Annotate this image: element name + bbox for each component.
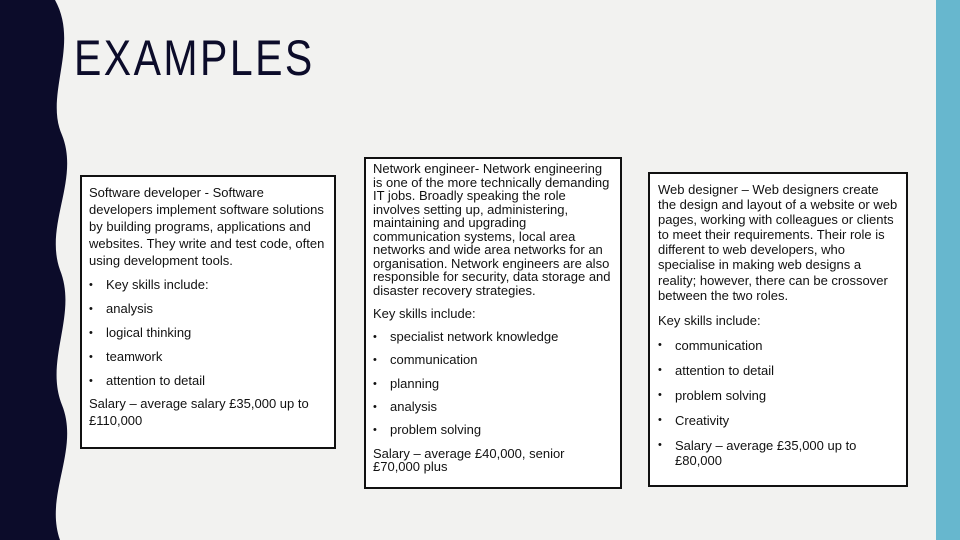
bullet-icon: • — [89, 302, 93, 315]
salary-text: Salary – average £40,000, senior £70,000 plus — [373, 445, 565, 475]
bullet-icon: • — [89, 279, 93, 292]
bullet-icon: • — [89, 326, 93, 339]
list-item: • logical thinking — [89, 324, 192, 340]
list-item: • problem solving — [658, 388, 767, 404]
list-item: • analysis — [373, 399, 437, 415]
slide-title: EXAMPLES — [74, 30, 315, 86]
software-developer-card — [80, 175, 336, 449]
bullet-icon: • — [658, 339, 662, 352]
bullet-icon: • — [89, 350, 93, 363]
bullet-icon: • — [658, 389, 662, 402]
list-item: • specialist network knowledge — [373, 328, 559, 344]
bullet-icon: • — [373, 330, 377, 343]
bullet-icon: • — [373, 377, 377, 390]
card-description: Software developer - Software developers implement software solutions by building programs, applications and websites. They write and test code, often using development tools. — [89, 185, 325, 268]
key-skills-heading: Key skills include: — [658, 313, 761, 329]
bullet-icon: • — [658, 414, 662, 427]
list-item: • attention to detail — [89, 372, 206, 388]
list-item: • teamwork — [89, 348, 163, 364]
list-item: • Salary – average £35,000 up to £80,000 — [658, 438, 857, 469]
web-designer-card — [648, 172, 908, 487]
card-description: Web designer – Web designers create the design and layout of a website or web pages, working with colleagues or clients to meet their requirements. Their role is different to web developers, who specialise in making web designs a reality; however, there can be crossover between the two roles. — [658, 182, 898, 303]
list-item: • planning — [373, 375, 440, 391]
bullet-icon: • — [658, 439, 662, 452]
list-item: • communication — [373, 352, 478, 368]
list-item: • problem solving — [373, 422, 482, 438]
card-description: Network engineer- Network engineering is one of the more technically demanding IT jobs. Broadly speaking the role involves setting up, administering, maintaining and upgrading communication systems, local area networks and wide area networks for an organisation. Network engineers are also responsible for security, data storage and disaster recovery strategies. — [373, 161, 611, 298]
left-wavy-band — [0, 0, 70, 540]
network-engineer-card — [364, 157, 622, 489]
list-item: • Creativity — [658, 413, 730, 429]
bullet-icon: • — [89, 374, 93, 387]
bullet-icon: • — [373, 401, 377, 414]
right-accent-bar — [936, 0, 960, 540]
skills-list — [373, 330, 613, 438]
bullet-icon: • — [658, 364, 662, 377]
salary-text: Salary – average salary £35,000 up to £110,000 — [89, 395, 309, 429]
key-skills-heading: Key skills include: — [373, 305, 476, 321]
skills-list — [89, 277, 327, 389]
bullet-icon: • — [373, 424, 377, 437]
bullet-icon: • — [373, 354, 377, 367]
list-item: • Key skills include: — [89, 277, 209, 293]
list-item: • attention to detail — [658, 363, 775, 379]
list-item: • analysis — [89, 300, 153, 316]
list-item: • communication — [658, 338, 763, 354]
skills-list — [658, 338, 898, 468]
